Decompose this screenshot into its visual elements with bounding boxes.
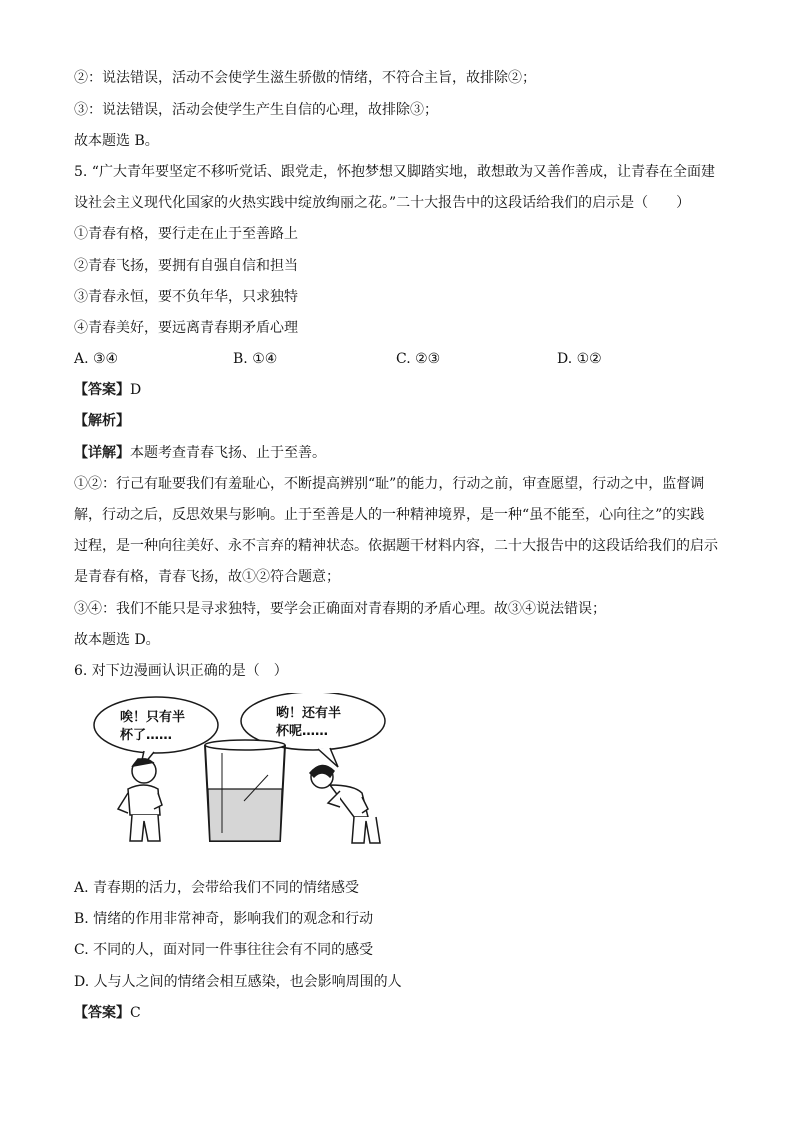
question-5-detail bbox=[74, 443, 326, 463]
right-person bbox=[310, 765, 380, 843]
explanation-line: 过程，是一种向往美好、永不言弃的精神状态。依据题干材料内容，二十大报告中的这段话给我们的启示 bbox=[74, 538, 718, 554]
question-5-item: ③青春永恒，要不负年华，只求独特 bbox=[74, 289, 298, 305]
explanation-line: ①②：行己有耻要我们有羞耻心，不断提高辨别“耻”的能力，行动之前，审查愿望，行动之中，监督调 bbox=[74, 476, 705, 492]
half-glass-cartoon bbox=[92, 693, 392, 851]
answer-label: 【答案】 bbox=[74, 1005, 130, 1021]
left-speech-bubble bbox=[94, 697, 218, 753]
conclusion-line: 故本题选 D。 bbox=[74, 632, 160, 648]
question-6-stem: 6. 对下边漫画认识正确的是（ ） bbox=[74, 663, 288, 679]
conclusion-line: 故本题选 B。 bbox=[74, 133, 159, 149]
question-6-option-b: B. 情绪的作用非常神奇，影响我们的观念和行动 bbox=[74, 911, 374, 927]
question-5-option-c: C. ②③ bbox=[396, 351, 441, 367]
question-6-option-a: A. 青春期的活力，会带给我们不同的情绪感受 bbox=[74, 880, 360, 896]
question-6-option-d: D. 人与人之间的情绪会相互感染，也会影响周围的人 bbox=[74, 974, 402, 990]
left-bubble-text-2: 杯了…… bbox=[120, 728, 173, 743]
right-bubble-tail bbox=[318, 748, 338, 767]
answer-label: 【答案】 bbox=[74, 382, 130, 398]
right-bubble-text-2: 杯呢…… bbox=[276, 724, 329, 739]
question-6-answer bbox=[74, 1003, 141, 1023]
explanation-line: 是青春有格，青春飞扬，故①②符合题意； bbox=[74, 569, 340, 585]
explanation-line: ②：说法错误，活动不会使学生滋生骄傲的情绪，不符合主旨，故排除②； bbox=[74, 70, 536, 86]
answer-value: C bbox=[130, 1005, 141, 1021]
question-5-stem: 5. “广大青年要坚定不移听党话、跟党走，怀抱梦想又脚踏实地，敢想敢为又善作善成，让青春在全面建 bbox=[74, 164, 715, 180]
question-5-item: ④青春美好，要远离青春期矛盾心理 bbox=[74, 320, 298, 336]
answer-value: D bbox=[130, 382, 142, 398]
explanation-line: 解，行动之后，反思效果与影响。止于至善是人的一种精神境界，是一种“虽不能至，心向往之”的实践 bbox=[74, 507, 705, 523]
question-5-option-a: A. ③④ bbox=[74, 351, 119, 367]
right-bubble-text-1: 哟！还有半 bbox=[276, 706, 342, 721]
question-5-stem: 设社会主义现代化国家的火热实践中绽放绚丽之花。”二十大报告中的这段话给我们的启示是（ ） bbox=[74, 195, 691, 211]
question-6-option-c: C. 不同的人，面对同一件事往往会有不同的感受 bbox=[74, 942, 374, 958]
detail-text: 本题考查青春飞扬、止于至善。 bbox=[130, 445, 326, 461]
explanation-line: ③：说法错误，活动会使学生产生自信的心理，故排除③； bbox=[74, 102, 438, 118]
question-5-analysis bbox=[74, 411, 130, 431]
question-5-answer bbox=[74, 380, 141, 400]
question-5-option-d: D. ①② bbox=[557, 351, 602, 367]
left-bubble-text-1: 唉！只有半 bbox=[120, 710, 186, 725]
left-person bbox=[118, 759, 162, 841]
detail-label: 【详解】 bbox=[74, 445, 130, 461]
question-5-option-b: B. ①④ bbox=[233, 351, 278, 367]
explanation-line: ③④：我们不能只是寻求独特，要学会正确面对青春期的矛盾心理。故③④说法错误； bbox=[74, 601, 606, 617]
question-5-item: ②青春飞扬，要拥有自强自信和担当 bbox=[74, 258, 298, 274]
analysis-label: 【解析】 bbox=[74, 413, 130, 429]
half-full-glass bbox=[205, 740, 285, 841]
question-5-item: ①青春有格，要行走在止于至善路上 bbox=[74, 226, 298, 242]
